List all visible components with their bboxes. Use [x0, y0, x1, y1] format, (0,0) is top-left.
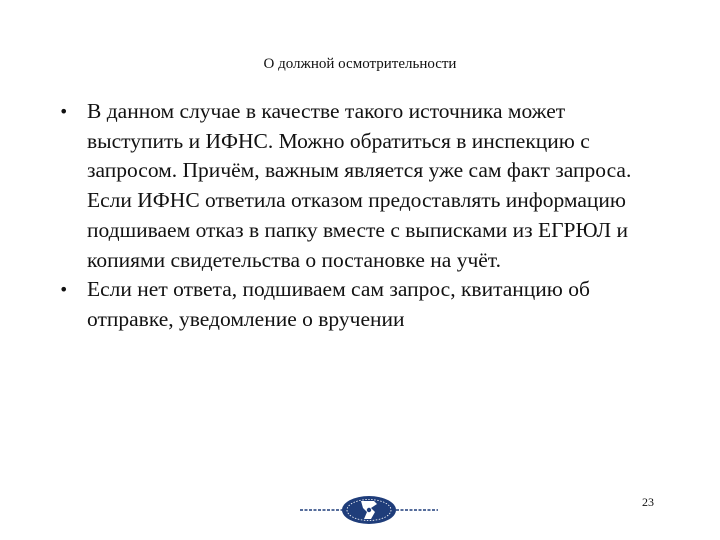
- emblem-logo-icon: [298, 490, 440, 530]
- bullet-marker: •: [59, 102, 69, 121]
- bullet-text: В данном случае в качестве такого источника может выступить и ИФНС. Можно обратиться в инспекцию с запросом. Причём, важным является уже сам факт запроса. Если ИФНС ответила отказом предоставлять информацию подшиваем отказ в папку вместе с выписками из ЕГРЮЛ и копиями свидетельства о постановке на учёт.: [87, 99, 632, 272]
- page-number: 23: [642, 495, 654, 509]
- bullet-list: [56, 97, 666, 335]
- bullet-item: [56, 275, 666, 334]
- bullet-item: [56, 97, 666, 275]
- bullet-text: Если нет ответа, подшиваем сам запрос, квитанцию об отправке, уведомление о вручении: [87, 277, 590, 331]
- bullet-marker: •: [59, 280, 69, 300]
- slide-title: О должной осмотрительности: [263, 56, 457, 72]
